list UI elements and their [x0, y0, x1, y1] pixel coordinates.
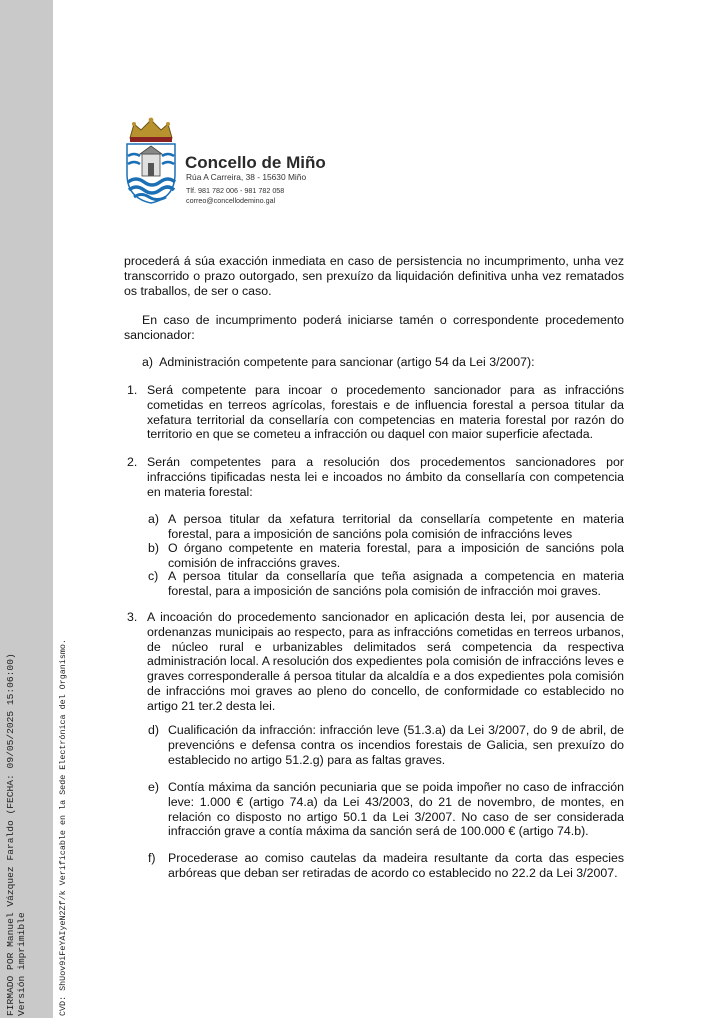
list-marker: 1. — [127, 383, 138, 397]
version-line: Versión imprimible — [16, 912, 27, 1016]
list-marker: a) — [148, 512, 159, 526]
sub-item-d — [148, 723, 624, 767]
list-marker: c) — [148, 569, 159, 583]
list-marker: e) — [148, 780, 159, 794]
list-marker: 2. — [127, 455, 138, 469]
list-item-a — [142, 355, 624, 370]
sub-item-b — [148, 541, 624, 571]
list-text: A persoa titular da xefatura territorial da consellaría competente en materia forestal, para a imposición de sancións pola comisión de infraccións leves — [168, 512, 624, 541]
list-text: Contía máxima da sanción pecuniaria que se poida impoñer no caso de infracción leve: 1.000 € (artigo 74.a) da Lei 43/2003, do 21 de novembro, de montes, en relación co disposto no artigo 50.1 da Lei 3/2007. No caso de ser considerada infracción grave a contía máxima da sanción será de 100.000 € (artigo 74.b). — [168, 780, 624, 839]
list-marker: 3. — [127, 610, 138, 624]
list-marker: f) — [148, 851, 156, 865]
list-text: Será competente para incoar o procedemento sancionador para as infraccións cometidas en terreos agrícolas, forestais e de influencia forestal a persoa titular da xefatura territorial da consellaría con competencias en materia forestal por razón do territorio en que se cometeu a infracción ou daquel con maior superficie afectada. — [147, 383, 624, 442]
signature-line: FIRMADO POR Manuel Vázquez Faraldo (FECHA: 09/05/2025 15:06:00) — [5, 653, 16, 1016]
sub-item-a — [148, 512, 624, 542]
signature-text — [5, 653, 27, 1016]
numbered-item-1 — [127, 383, 624, 442]
list-marker: d) — [148, 723, 159, 737]
org-name: Concello de Miño — [185, 153, 326, 172]
list-text: A incoación do procedemento sancionador en aplicación desta lei, por ausencia de ordenanzas municipais ao respecto, para as infraccións cometidas en terreos urbanos, de núcleo rural e urbanizables delimitados será competencia da respectiva administración local. A resolución dos expedientes pola comisión de infraccións leves e graves corresponderalle á persoa titular da alcaldía e a dos expedientes pola comisión de infraccións moi graves ao pleno do concello, de conformidade co establecido no artigo 21 ter.2 desta lei. — [147, 610, 624, 713]
list-text: Procederase ao comiso cautelas da madeira resultante da corta das especies arbóreas que deban ser retiradas de acordo co establecido no 22.2 da Lei 3/2007. — [168, 851, 624, 880]
list-text: Administración competente para sancionar (artigo 54 da Lei 3/2007): — [159, 355, 535, 369]
coat-of-arms-logo — [124, 116, 178, 204]
list-text: O órgano competente en materia forestal, para a imposición de sancións pola comisión de infraccións graves. — [168, 541, 624, 570]
paragraph-2: En caso de incumprimento poderá iniciarse tamén o correspondente procedemento sancionador: — [124, 313, 624, 342]
list-text: Serán competentes para a resolución dos procedementos sancionadores por infraccións tipificadas nesta lei e incoados no ámbito da consellaría con competencia en materia forestal: — [147, 455, 624, 499]
paragraph-1: procederá á súa exacción inmediata en caso de persistencia no incumprimento, unha vez transcorrido o prazo outorgado, sen prexuízo da liquidación definitiva unha vez rematados os traballos, de ser o caso. — [124, 254, 624, 298]
org-phone: Tlf. 981 782 006 - 981 782 058 — [186, 186, 285, 195]
sub-item-e — [148, 780, 624, 839]
list-marker: b) — [148, 541, 159, 555]
sub-item-c — [148, 569, 624, 599]
sub-item-f — [148, 851, 624, 881]
org-address: Rúa A Carreira, 38 - 15630 Miño — [186, 172, 307, 182]
cvd-text: CVD: ShUov9iFeYAIyeN2Zf/k Verificable en la Sede Electrónica del Organismo. — [58, 639, 68, 1016]
list-text: A persoa titular da consellaría que teña asignada a competencia en materia forestal, para a imposición de sancións pola comisión de infracción moi graves. — [168, 569, 624, 598]
org-email: correo@concellodemino.gal — [186, 196, 276, 205]
list-marker: a) — [142, 355, 153, 369]
numbered-item-3 — [127, 610, 624, 714]
numbered-item-2 — [127, 455, 624, 499]
list-text: Cualificación da infracción: infracción leve (51.3.a) da Lei 3/2007, do 9 de abril, de prevencións e defensa contra os incendios forestais de Galicia, sen prexuízo do establecido no artigo 51.2.g) para as faltas graves. — [168, 723, 624, 767]
